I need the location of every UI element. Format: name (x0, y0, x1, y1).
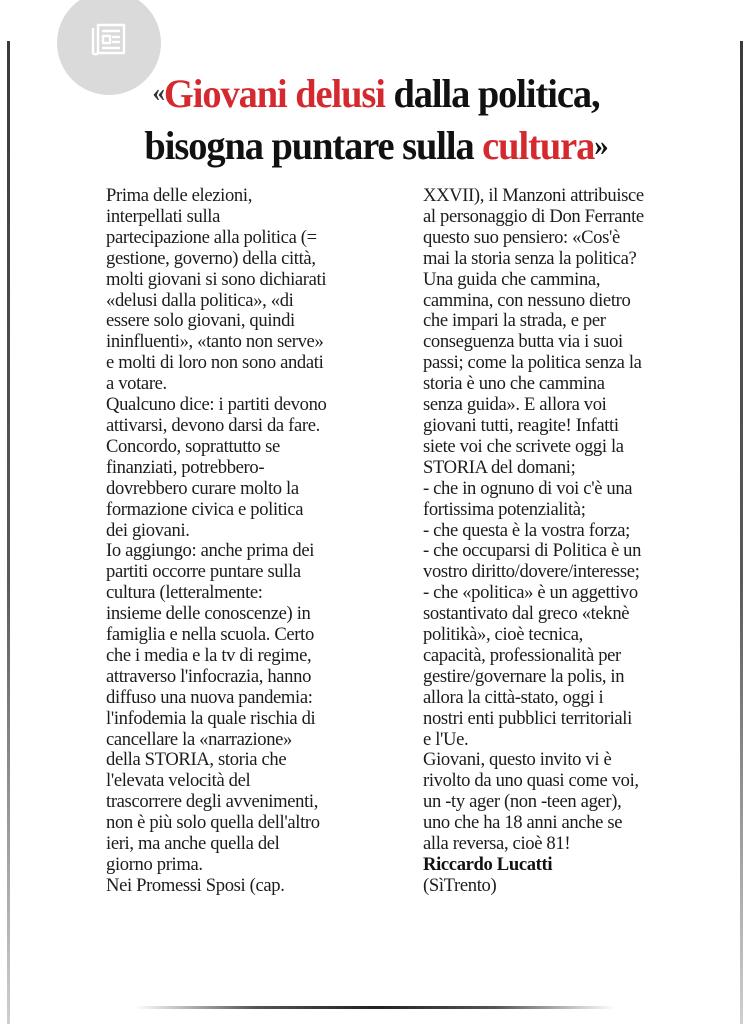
text-line: l'infodemia la quale rischia di (106, 707, 316, 729)
text-line: famiglia e nella scuola. Certo (106, 624, 314, 646)
text-line: conseguenza butta via i suoi (423, 331, 623, 353)
headline-line-2 (15, 120, 737, 172)
text-line: trascorrere degli avvenimenti, (106, 791, 319, 813)
text-line: fortissima potenzialità; (423, 498, 586, 520)
article-column-1 (106, 186, 406, 897)
headline-text: bisogna puntare sulla (144, 122, 483, 168)
headline-highlight-giovani-delusi: Giovani delusi (163, 70, 385, 116)
text-line: partecipazione alla politica (= (106, 226, 317, 248)
text-line: insieme delle conoscenze) in (106, 603, 311, 625)
text-line: Io aggiungo: anche prima dei (106, 540, 315, 562)
text-line: - che occuparsi di Politica è un (423, 540, 642, 562)
text-line: capacità, professionalità per (423, 644, 621, 666)
text-line: e molti di loro non sono andati (106, 352, 324, 374)
text-line: alla reversa, cioè 81! (423, 833, 571, 855)
text-line: senza guida». E allora voi (423, 394, 607, 416)
text-line: nostri enti pubblici territoriali (423, 707, 632, 729)
text-line: della STORIA, storia che (106, 749, 287, 771)
text-line: Giovani, questo invito vi è (423, 749, 612, 771)
text-line: uno che ha 18 anni anche se (423, 812, 623, 834)
text-line: che impari la strada, e per (423, 310, 606, 332)
headline-text: dalla politica, (384, 70, 600, 116)
text-line: «delusi dalla politica», «di (106, 289, 294, 311)
author-affiliation: (SìTrento) (423, 874, 497, 896)
text-line: molti giovani si sono dichiarati (106, 268, 327, 290)
text-line: che i media e la tv di regime, (106, 644, 312, 666)
article-column-2-body (423, 186, 723, 855)
text-line: ininfluenti», «tanto non serve» (106, 331, 324, 353)
text-line: Prima delle elezioni, (106, 185, 252, 206)
text-line: Concordo, soprattutto se (106, 435, 280, 457)
text-line: - che questa è la vostra forza; (423, 519, 631, 541)
text-line: STORIA del domani; (423, 456, 576, 478)
text-line: giovani tutti, reagite! Infatti (423, 414, 619, 436)
text-line: interpellati sulla (106, 205, 221, 227)
text-line: dei giovani. (106, 519, 190, 541)
text-line: politikà», cioè tecnica, (423, 624, 583, 646)
text-line: attraverso l'infocrazia, hanno (106, 665, 312, 687)
text-line: Nei Promessi Sposi (cap. (106, 874, 285, 896)
text-line: un -ty ager (non -teen ager), (423, 791, 622, 813)
bottom-divider (135, 1006, 615, 1009)
text-line: rivolto da uno quasi come voi, (423, 770, 639, 792)
text-line: storia è uno che cammina (423, 373, 605, 395)
headline-quote-open: « (152, 77, 164, 107)
article-reader-icon (90, 19, 130, 59)
text-line: ieri, ma anche quella del (106, 833, 280, 855)
text-line: l'elevata velocità del (106, 770, 251, 792)
headline (15, 67, 737, 172)
headline-highlight-cultura: cultura (482, 122, 595, 168)
text-line: gestire/governare la polis, in (423, 665, 625, 687)
text-line: attivarsi, devono darsi da fare. (106, 414, 320, 436)
author-signature: Riccardo Lucatti (423, 854, 553, 875)
right-border-rule (740, 41, 743, 1024)
left-border-rule (7, 41, 10, 1024)
text-line: partiti occorre puntare sulla (106, 561, 301, 583)
text-line: siete voi che scrivete oggi la (423, 435, 624, 457)
text-line: al personaggio di Don Ferrante (423, 205, 644, 227)
text-line: e l'Ue. (423, 728, 469, 750)
text-line: essere solo giovani, quindi (106, 310, 295, 332)
text-line: questo suo pensiero: «Cos'è (423, 226, 620, 248)
text-line: a votare. (106, 373, 167, 395)
text-line: non è più solo quella dell'altro (106, 812, 320, 834)
text-line: gestione, governo) della città, (106, 247, 316, 269)
text-line: giorno prima. (106, 854, 203, 875)
text-line: Una guida che cammina, (423, 268, 601, 290)
text-line: cammina, con nessuno dietro (423, 289, 631, 311)
text-line: mai la storia senza la politica? (423, 247, 637, 269)
text-line: sostantivato dal greco «teknè (423, 603, 630, 625)
text-line: - che in ognuno di voi c'è una (423, 477, 633, 499)
text-line: diffuso una nuova pandemia: (106, 686, 313, 708)
text-line: vostro diritto/dovere/interesse; (423, 561, 640, 583)
text-line: finanziati, potrebbero- (106, 456, 265, 478)
text-line: formazione civica e politica (106, 498, 304, 520)
text-line: allora la città-stato, oggi i (423, 686, 604, 708)
text-line: - che «politica» è un aggettivo (423, 582, 638, 604)
headline-line-1 (15, 67, 737, 120)
article-column-2 (423, 186, 723, 897)
text-line: cultura (letteralmente: (106, 582, 263, 604)
text-line: passi; come la politica senza la (423, 352, 642, 374)
headline-quote-close: » (594, 128, 608, 162)
text-line: dovrebbero curare molto la (106, 477, 299, 499)
text-line: XXVII), il Manzoni attribuisce (423, 185, 644, 206)
text-line: Qualcuno dice: i partiti devono (106, 394, 327, 416)
text-line: cancellare la «narrazione» (106, 728, 292, 750)
